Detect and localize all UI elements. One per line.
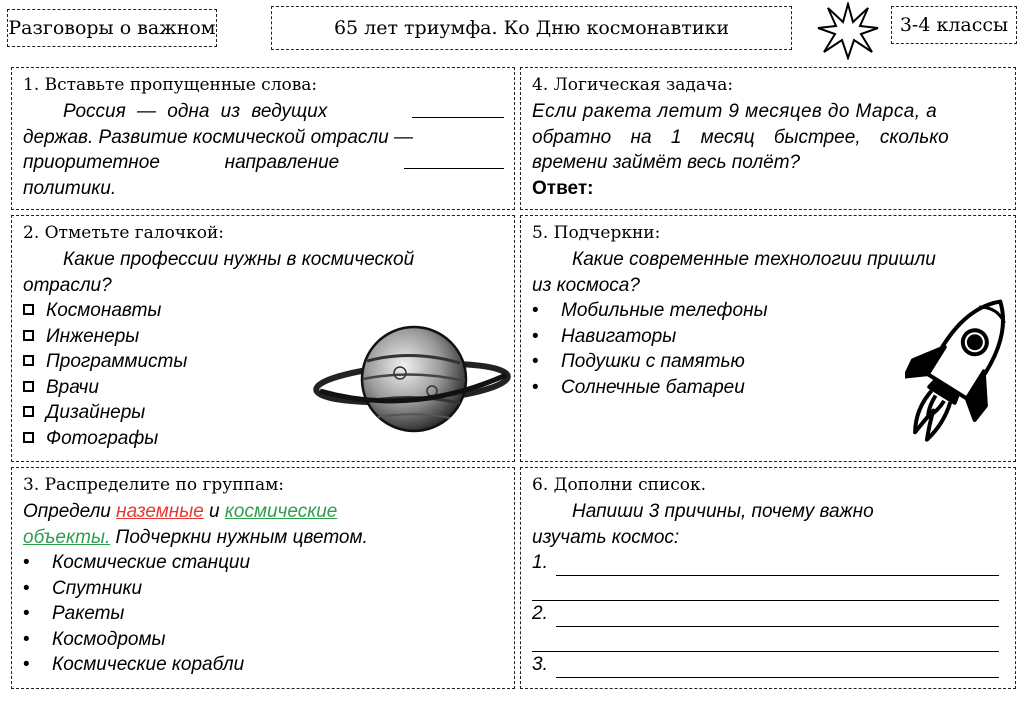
rocket-icon [905,286,1015,456]
card1-line2: держав. Развитие космической отрасли — [23,126,413,148]
answer-lines [532,550,1005,678]
list-item: • Спутники [23,577,143,599]
card-logic-task [520,67,1016,210]
checklist-item[interactable] [23,298,504,324]
answer-line[interactable] [532,576,1005,602]
answer-line[interactable] [532,652,1005,678]
card5-question-a: Какие современные технологии пришли [572,249,936,270]
card-body [532,99,1005,176]
card1-line1: Россия — одна из ведущих [63,101,328,122]
list-item-label: Спутники [52,577,143,599]
card-title: 1. Вставьте пропущенные слова: [23,75,318,95]
card-body [532,499,1005,550]
list-item-label: Космические станции [52,552,251,573]
card1-line3a: приоритетное [23,152,160,173]
checkbox[interactable] [23,406,34,417]
write-line[interactable] [532,582,999,601]
checklist-label: Космонавты [46,300,162,321]
card-title: 5. Подчеркни: [532,223,661,243]
space-objects-word: объекты. [23,526,111,548]
list-item-label: Солнечные батареи [561,376,745,398]
answer-blank-2[interactable] [404,150,504,169]
card-checklist [11,215,515,462]
checklist-label: Дизайнеры [46,402,146,423]
card6-question-a: Напиши 3 причины, почему важно [572,501,874,522]
checkbox[interactable] [23,381,34,392]
checklist-label: Программисты [46,351,188,372]
card4-line2-text: обратно на 1 месяц быстрее, сколько [532,126,949,148]
answer-blank-1[interactable] [412,99,504,118]
card-title: 6. Дополни список. [532,475,707,495]
card2-question-b: отрасли? [23,274,112,296]
card6-question-b: изучать космос: [532,526,680,548]
write-line[interactable] [556,557,999,576]
list-item-label: Космические корабли [52,654,245,675]
card2-question-a: Какие профессии нужны в космической [63,249,415,270]
card-fill-words [11,67,515,210]
card3-text: и [209,501,220,522]
header-subject-text: Разговоры о важном [8,17,216,39]
space-objects-word: космические [224,501,338,522]
header-subject-label [7,9,217,47]
card-title: 2. Отметьте галочкой: [23,223,225,243]
list-item-label: Мобильные телефоны [561,300,768,321]
line-number: 1. [532,552,548,573]
checkbox[interactable] [23,355,34,366]
grade-text: 3-4 классы [899,14,1009,36]
checkbox[interactable] [23,330,34,341]
list-item: • Солнечные батареи [532,376,745,398]
list-item-label: Космодромы [52,628,166,650]
card-underline [520,215,1016,462]
list-item-label: Навигаторы [561,325,677,347]
list-item: • Космические корабли [23,654,245,675]
card-title: 4. Логическая задача: [532,75,734,95]
write-line[interactable] [556,659,999,678]
card4-line3: времени займёт весь полёт? [532,152,801,173]
list-item: • Ракеты [23,603,125,624]
star-icon [816,2,880,60]
list-item-label: Подушки с памятью [561,351,745,372]
grade-label [891,6,1017,44]
list-item-label: Ракеты [52,603,125,624]
card-complete-list [520,467,1016,689]
answer-line[interactable] [532,627,1005,653]
checklist-label: Фотографы [46,427,159,449]
page-title-box [271,6,792,50]
card-title: 3. Распределите по группам: [23,475,285,495]
checkbox[interactable] [23,432,34,443]
page-title: 65 лет триумфа. Ко Дню космонавтики [333,17,730,39]
line-number: 2. [532,603,548,624]
ground-objects-word: наземные [116,501,204,522]
card-body [23,99,504,201]
card1-line3b: направление [224,152,340,173]
write-line[interactable] [532,633,999,652]
list-item: • Мобильные телефоны [532,300,768,321]
card4-line2 [532,125,1005,151]
card4-line1: Если ракета летит 9 месяцев до Марса, а [532,101,938,122]
list-item: • Космодромы [23,628,166,650]
list-item: • Навигаторы [532,325,677,347]
write-line[interactable] [556,608,999,627]
answer-line[interactable] [532,550,1005,576]
checkbox[interactable] [23,304,34,315]
card3-text: Определи [23,501,111,522]
answer-line[interactable] [532,601,1005,627]
card3-intro-line1 [23,499,504,525]
checklist-label: Инженеры [46,325,140,347]
card5-question-b: из космоса? [532,274,640,296]
planet-icon [312,321,512,441]
checklist-label: Врачи [46,376,99,398]
card1-line4: политики. [23,177,117,199]
card-groups [11,467,515,689]
list-item: • Космические станции [23,552,251,573]
card-body [23,499,504,678]
list-item: • Подушки с памятью [532,351,745,372]
card3-text: Подчеркни нужным цветом. [115,526,368,548]
line-number: 3. [532,654,548,675]
card3-intro-line2 [23,525,504,551]
answer-label: Ответ: [532,177,594,199]
